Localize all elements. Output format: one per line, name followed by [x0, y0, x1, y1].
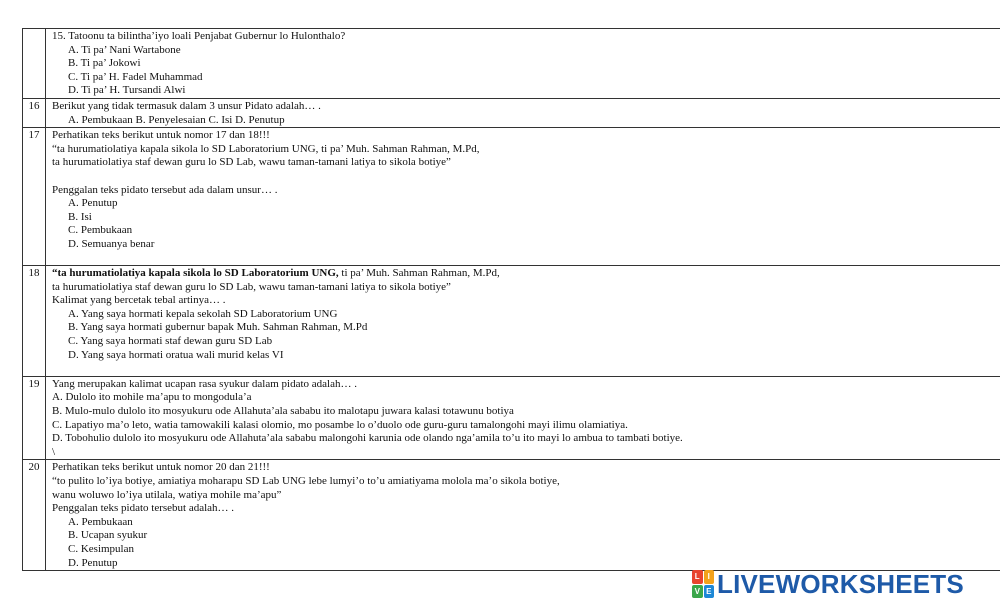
question-text-line: B. Mulo-mulo dulolo ito mosyukuru ode Allahuta’ala sababu ito malotapu juwara kalasi totawunu botiya	[52, 405, 514, 418]
liveworksheets-logo[interactable]	[692, 567, 964, 601]
question-row	[23, 128, 1000, 266]
bold-text: “ta hurumatiolatiya kapala sikola lo SD Laboratorium UNG,	[52, 267, 339, 280]
question-row	[23, 377, 1000, 461]
question-number: 16	[23, 99, 46, 127]
question-text-line: Penggalan teks pidato tersebut ada dalam unsur… .	[52, 183, 278, 196]
logo-mark-icon	[692, 570, 714, 598]
question-content	[47, 29, 1000, 98]
question-text-line: 15. Tatoonu ta bilintha’iyo loali Penjabat Gubernur lo Hulonthalo?	[52, 30, 346, 42]
answer-option[interactable]: A. Yang saya hormati kepala sekolah SD Laboratorium UNG	[68, 307, 338, 320]
question-row	[23, 266, 1000, 377]
answer-option[interactable]: D. Semuanya benar	[68, 237, 155, 250]
question-text-line: “to pulito lo’iya botiye, amiatiya moharapu SD Lab UNG lebe lumyi’o to’u amiatiyama molola ma’o sikola botiye,	[52, 475, 560, 487]
question-text-line: A. Dulolo ito mohile ma’apu to mongodula’a	[52, 391, 252, 404]
answer-option[interactable]: C. Pembukaan	[68, 224, 133, 237]
answer-option[interactable]: C. Kesimpulan	[68, 542, 134, 555]
question-content	[47, 99, 1000, 127]
answer-option[interactable]: B. Yang saya hormati gubernur bapak Muh. Sahman Rahman, M.Pd	[68, 321, 368, 334]
question-number: 17	[23, 128, 46, 265]
worksheet-table	[22, 28, 1000, 571]
question-text-line: \	[52, 445, 56, 458]
logo-mark-letter: V	[692, 585, 703, 599]
answer-option[interactable]: B. Ti pa’ Jokowi	[68, 57, 141, 70]
question-text-line: D. Tobohulio dulolo ito mosyukuru ode Allahuta’ala sababu malongohi karunia ode olando nga’amila to’u ito mayi lo ambua to tambati botiye.	[52, 432, 683, 445]
logo-mark-letter: E	[704, 585, 715, 599]
question-text-line	[52, 267, 1000, 281]
question-text-line: Berikut yang tidak termasuk dalam 3 unsur Pidato adalah… .	[52, 99, 321, 112]
question-text-line: Penggalan teks pidato tersebut adalah… .	[52, 502, 235, 515]
answer-option[interactable]: C. Yang saya hormati staf dewan guru SD Lab	[68, 335, 273, 348]
answer-option[interactable]: B. Ucapan syukur	[68, 529, 148, 542]
answer-option[interactable]: A. Penutup	[68, 197, 118, 210]
question-number: 20	[23, 460, 46, 570]
question-content	[47, 266, 1000, 376]
question-content	[47, 460, 1000, 570]
answer-option[interactable]: D. Yang saya hormati oratua wali murid kelas VI	[68, 348, 284, 361]
answer-option[interactable]: A. Pembukaan B. Penyelesaian C. Isi D. Penutup	[68, 113, 285, 126]
answer-option[interactable]: D. Ti pa’ H. Tursandi Alwi	[68, 84, 186, 97]
answer-option[interactable]: C. Ti pa’ H. Fadel Muhammad	[68, 70, 203, 83]
question-text-line: ta hurumatiolatiya staf dewan guru lo SD Lab, wawu taman-tamani latiya to sikola botiye”	[52, 280, 451, 293]
answer-option[interactable]: A. Ti pa’ Nani Wartabone	[68, 43, 181, 56]
question-content	[47, 128, 1000, 265]
question-text-line: C. Lapatiyo ma’o leto, watia tamowakili kalasi olomio, mo posambe lo o’duolo ode guru-guru tamalongohi mayi ilimu olamiatiya.	[52, 418, 628, 431]
question-number: 19	[23, 377, 46, 460]
answer-option[interactable]: D. Penutup	[68, 556, 118, 569]
question-text-line: ta hurumatiolatiya staf dewan guru lo SD Lab, wawu taman-tamani latiya to sikola botiye”	[52, 156, 451, 169]
question-text-line: Kalimat yang bercetak tebal artinya… .	[52, 294, 226, 307]
question-text-line: Perhatikan teks berikut untuk nomor 17 dan 18!!!	[52, 129, 270, 142]
question-row	[23, 99, 1000, 128]
question-content	[47, 377, 1000, 460]
question-number	[23, 29, 46, 98]
question-text-line	[52, 362, 1000, 376]
question-row	[23, 460, 1000, 571]
question-text-line: “ta hurumatiolatiya kapala sikola lo SD Laboratorium UNG, ti pa’ Muh. Sahman Rahman, M.Pd,	[52, 142, 480, 155]
question-text-line	[52, 170, 1000, 184]
question-text-line: Yang merupakan kalimat ucapan rasa syukur dalam pidato adalah… .	[52, 377, 357, 390]
logo-text: LIVEWORKSHEETS	[717, 568, 964, 599]
logo-mark-letter: L	[692, 570, 703, 584]
question-text-line: wanu woluwo lo’iya utilala, watiya mohile ma’apu”	[52, 488, 282, 501]
question-text-line	[52, 252, 1000, 266]
normal-text: ti pa’ Muh. Sahman Rahman, M.Pd,	[338, 267, 500, 280]
answer-option[interactable]: B. Isi	[68, 210, 92, 223]
question-row	[23, 28, 1000, 99]
question-number: 18	[23, 266, 46, 376]
logo-mark-letter: I	[704, 570, 715, 584]
answer-option[interactable]: A. Pembukaan	[68, 515, 133, 528]
question-text-line: Perhatikan teks berikut untuk nomor 20 dan 21!!!	[52, 461, 270, 474]
